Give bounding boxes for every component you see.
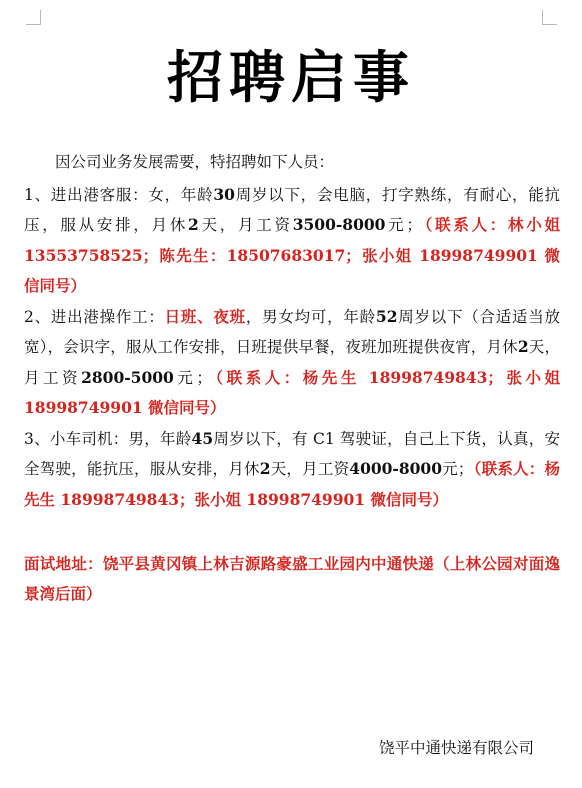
crop-mark-top-right bbox=[542, 10, 557, 25]
job-2-age: 52 bbox=[375, 306, 398, 326]
job-item-operator bbox=[24, 302, 560, 424]
job-2-shift: 日班、夜班 bbox=[164, 306, 246, 326]
job-1-prefix: 1、进出港客服：女，年龄 bbox=[24, 185, 214, 204]
job-item-customer-service bbox=[24, 180, 560, 302]
job-1-contact: （联系人：林小姐 13553758525；陈先生：18507683017；张小姐 18998749901 微信同号） bbox=[24, 215, 560, 295]
job-3-prefix: 3、小车司机：男，年龄 bbox=[24, 429, 192, 448]
crop-mark-top-left bbox=[26, 10, 41, 25]
job-3-salary: 4000-8000 bbox=[349, 459, 442, 478]
job-3-contact: （联系人：杨先生 18998749843；张小姐 18998749901 微信同号） bbox=[24, 459, 560, 509]
job-item-driver bbox=[24, 424, 560, 516]
job-2-contact: （联系人：杨先生 18998749843；张小姐 18998749901 微信同号） bbox=[24, 367, 560, 417]
job-2-days: 2 bbox=[517, 337, 529, 356]
interview-address: 面试地址：饶平县黄冈镇上林吉源路豪盛工业园内中通快递（上林公园对面逸景湾后面） bbox=[24, 554, 560, 603]
job-1-salary: 3500-8000 bbox=[292, 215, 386, 234]
job-2-text-2: 天，月工资 bbox=[24, 338, 560, 387]
job-2-text-0: ，男女均可，年龄 bbox=[245, 307, 376, 326]
page-title: 招聘启事 bbox=[167, 46, 415, 111]
job-1-age: 30 bbox=[213, 184, 235, 204]
company-name: 饶平中通快递有限公司 bbox=[378, 739, 534, 757]
job-2-text-3: 元； bbox=[173, 368, 212, 387]
document-body bbox=[24, 148, 560, 608]
job-1-text-3: 元； bbox=[385, 216, 422, 234]
job-2-salary: 2800-5000 bbox=[81, 367, 174, 387]
job-1-text: 周岁以下，会电脑，打字熟练，有耐心，能抗压，服从安排，月休 bbox=[24, 185, 560, 234]
job-3-age: 45 bbox=[191, 428, 214, 448]
job-3-text-2: 天，月工资 bbox=[270, 460, 350, 478]
job-1-days: 2 bbox=[188, 215, 199, 234]
job-3-text: 周岁以下，有 C1 驾驶证，自己上下货，认真，安全驾驶，能抗压，服从安排，月休 bbox=[24, 429, 560, 478]
job-1-text-2: 天，月工资 bbox=[198, 216, 293, 234]
intro-paragraph: 因公司业务发展需要，特招聘如下人员： bbox=[55, 153, 335, 171]
job-3-days: 2 bbox=[259, 459, 271, 478]
job-2-text: 周岁以下（合适适当放宽），会识字，服从工作安排，日班提供早餐，夜班加班提供夜宵，月休 bbox=[24, 307, 560, 356]
job-3-text-3: 元； bbox=[442, 460, 474, 478]
job-2-prefix: 2、进出港操作工： bbox=[24, 307, 165, 326]
